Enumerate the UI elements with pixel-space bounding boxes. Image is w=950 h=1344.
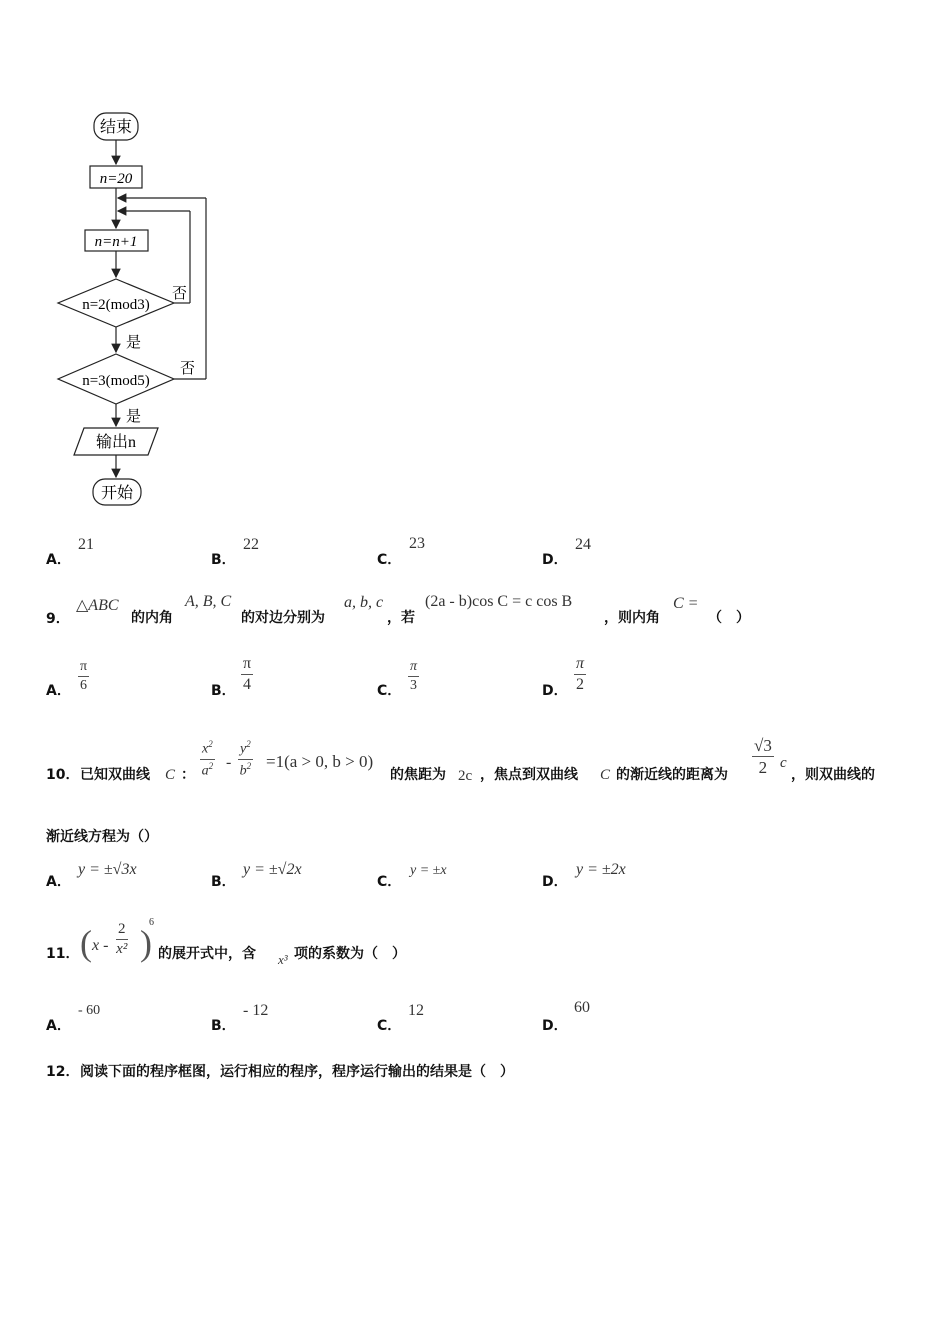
q11-expr-num: 2 (116, 922, 128, 940)
q9-option-a-fraction (78, 660, 89, 693)
q10-option-c-value: y = ±x (410, 863, 447, 878)
q9-option-b-den: 4 (243, 676, 252, 693)
q10-curve: C (165, 767, 176, 783)
q11-option-b-letter: B． (211, 1018, 236, 1034)
q9-ask: C = (673, 595, 699, 612)
q11-power: 6 (149, 917, 154, 928)
q10-dist-fraction (752, 737, 774, 776)
q11-term: x³ (278, 952, 288, 967)
q9-text-4: ，则内角 (604, 610, 660, 626)
q10-y2: $y^2$ (238, 740, 253, 760)
flow-start-label: 开始 (100, 485, 134, 502)
q9-option-d-num: π (574, 656, 586, 675)
q9-option-a-num: π (78, 660, 89, 677)
q9-option-d-fraction (574, 656, 586, 693)
q10-focal: 2c (458, 768, 473, 784)
q9-option-b-num: π (241, 656, 253, 675)
q10-dist-c: c (780, 755, 787, 771)
q10-b2: $b^2$ (239, 760, 252, 779)
q9-option-b-letter: B． (211, 683, 236, 699)
q11-option-a-letter: A． (46, 1018, 71, 1034)
q9-option-b-fraction (241, 656, 253, 693)
q9-option-d-den: 2 (576, 676, 584, 693)
q10-text-5: ，则双曲线的 (791, 767, 875, 783)
q8-option-d-letter: D． (542, 552, 568, 568)
flow-yes-label-1: 是 (126, 335, 142, 351)
flow-no-label-1: 否 (172, 286, 188, 302)
q10-x2: $x^2$ (200, 740, 215, 760)
q10-minus: - (226, 754, 232, 771)
q9-text-3: ，若 (387, 610, 415, 626)
q10-option-d-value: y = ±2x (576, 861, 626, 878)
q9-sides: a, b, c (344, 594, 384, 611)
q11-expr-x: x - (92, 937, 109, 954)
q9-number: 9． (46, 611, 70, 627)
q9-option-c-fraction (408, 660, 419, 693)
q9-option-c-num: π (408, 660, 419, 677)
q11-text-2: 项的系数为（ ） (294, 946, 406, 962)
flow-init-label: n=20 (99, 171, 133, 187)
q10-text-4: 的渐近线的距离为 (616, 767, 728, 783)
q10-a2: $a^2$ (201, 760, 214, 779)
q8-option-c-letter: C． (377, 552, 402, 568)
q10-option-b-value: y = ±√2x (243, 861, 302, 878)
q11-option-d-value: 60 (574, 999, 590, 1016)
q11-right-paren: ) (140, 923, 152, 963)
q8-option-d-value: 24 (575, 536, 591, 553)
q9-option-c-den: 3 (410, 678, 417, 693)
q9-option-d-letter: D． (542, 683, 568, 699)
q10-option-a-value: y = ±√3x (78, 861, 137, 878)
q9-option-a-letter: A． (46, 683, 71, 699)
q9-text-2: 的对边分别为 (241, 610, 325, 626)
q10-condition: =1(a > 0, b > 0) (266, 752, 374, 771)
q12-number: 12． (46, 1064, 80, 1080)
q10-line-2: 渐近线方程为（） (46, 829, 158, 845)
q10-option-d-letter: D． (542, 874, 568, 890)
q11-fraction (116, 922, 128, 957)
q11-option-a-value: - 60 (78, 1003, 101, 1018)
flowchart (0, 0, 260, 520)
q10-x2-over-a2 (200, 740, 215, 778)
q8-option-a-value: 21 (78, 536, 94, 553)
q10-dist-num: √3 (754, 736, 772, 755)
q10-option-c-letter: C． (377, 874, 402, 890)
q12-text: 阅读下面的程序框图，运行相应的程序，程序运行输出的结果是（ ） (80, 1064, 514, 1080)
q11-number: 11． (46, 946, 80, 962)
q10-curve-2: C (600, 767, 611, 783)
q8-option-b-letter: B． (211, 552, 236, 568)
q11-option-c-letter: C． (377, 1018, 402, 1034)
q10-colon: ： (181, 767, 195, 783)
q11-left-paren: ( (80, 923, 92, 963)
flow-incr-label: n=n+1 (94, 234, 138, 250)
q9-equation: (2a - b)cos C = c cos B (425, 593, 573, 610)
flow-cond2-label: n=3(mod5) (82, 373, 150, 389)
q9-option-c-letter: C． (377, 683, 402, 699)
flow-end-label: 结束 (99, 119, 133, 136)
q10-option-a-letter: A． (46, 874, 71, 890)
flow-cond1-label: n=2(mod3) (82, 297, 150, 313)
q9-option-a-den: 6 (80, 678, 88, 693)
flow-no-label-2: 否 (180, 361, 196, 377)
q11-option-d-letter: D． (542, 1018, 568, 1034)
q8-option-b-value: 22 (243, 536, 259, 553)
q9-text-1: 的内角 (131, 610, 173, 626)
q9-angles: A, B, C (185, 593, 232, 610)
q9-triangle: △ABC (76, 597, 119, 614)
q10-text-2: 的焦距为 (390, 767, 446, 783)
flow-yes-label-2: 是 (126, 409, 142, 425)
q10-text-1: 已知双曲线 (80, 767, 150, 783)
q11-text-1: 的展开式中，含 (158, 946, 256, 962)
q9-paren: （ ） (708, 610, 750, 626)
q10-y2-over-b2 (238, 740, 253, 778)
q10-option-b-letter: B． (211, 874, 236, 890)
q8-option-c-value: 23 (409, 535, 425, 552)
q11-expr-den: x² (116, 941, 128, 957)
flow-output-label: 输出n (95, 434, 137, 451)
q10-dist-den: 2 (758, 758, 768, 777)
q10-text-3: ，焦点到双曲线 (480, 767, 578, 783)
q11-option-c-value: 12 (408, 1002, 424, 1019)
q8-option-a-letter: A． (46, 552, 71, 568)
q10-number: 10． (46, 767, 80, 783)
q11-option-b-value: - 12 (243, 1002, 269, 1019)
